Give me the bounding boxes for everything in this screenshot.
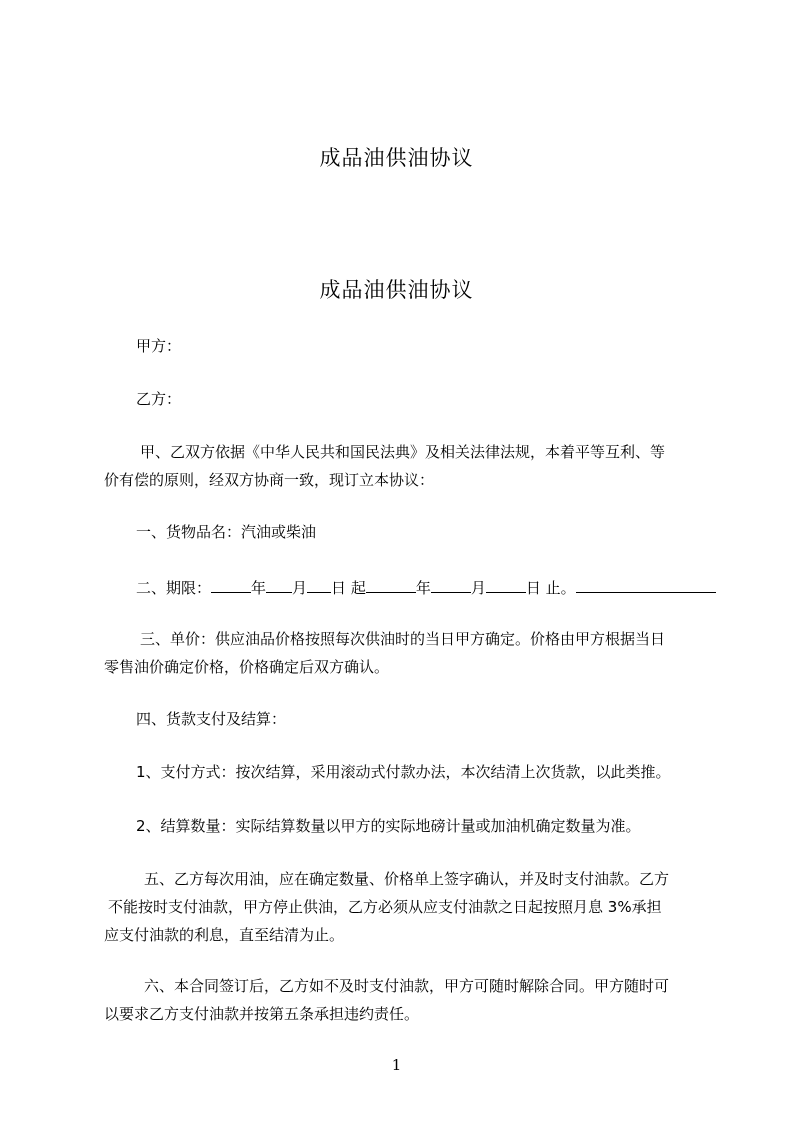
clause-3-line-2: 零售油价确定价格，价格确定后双方确认。 bbox=[104, 658, 390, 676]
clause-2-month-1: 月 bbox=[292, 579, 308, 597]
blank-start-day bbox=[307, 572, 331, 593]
clause-6-line-1: 六、本合同签订后，乙方如不及时支付油款，甲方可随时解除合同。甲方随时可 bbox=[144, 977, 670, 995]
blank-end-month bbox=[431, 572, 471, 593]
clause-6-line-2: 以要求乙方支付油款并按第五条承担违约责任。 bbox=[104, 1005, 420, 1023]
clause-2 bbox=[136, 572, 716, 602]
clause-1: 一、货物品名：汽油或柴油 bbox=[136, 523, 317, 541]
clause-3-line-1: 三、单价：供应油品价格按照每次供油时的当日甲方确定。价格由甲方根据当日 bbox=[140, 630, 666, 648]
clause-4-item-1: 1、支付方式：按次结算，采用滚动式付款办法，本次结清上次货款，以此类推。 bbox=[136, 763, 671, 781]
blank-end-day bbox=[486, 572, 526, 593]
clause-5-line-2: 不能按时支付油款，甲方停止供油，乙方必须从应支付油款之日起按照月息 3%承担 bbox=[108, 898, 662, 916]
clause-2-year-2: 年 bbox=[415, 579, 431, 597]
blank-trailing bbox=[576, 572, 716, 593]
intro-line-1: 甲、乙双方依据《中华人民共和国民法典》及相关法律法规，本着平等互利、等 bbox=[140, 443, 666, 461]
clause-2-year-1: 年 bbox=[251, 579, 267, 597]
clause-4-item-2: 2、结算数量：实际结算数量以甲方的实际地磅计量或加油机确定数量为准。 bbox=[136, 817, 641, 835]
clause-2-month-2: 月 bbox=[470, 579, 486, 597]
blank-start-year bbox=[211, 572, 251, 593]
clause-5-line-3: 应支付油款的利息，直至结清为止。 bbox=[104, 926, 345, 944]
header-title: 成品油供油协议 bbox=[319, 146, 474, 170]
blank-start-month bbox=[266, 572, 292, 593]
document-title: 成品油供油协议 bbox=[319, 278, 474, 302]
clause-2-day-1: 日 起 bbox=[331, 579, 366, 597]
clause-2-day-2: 日 止。 bbox=[525, 579, 576, 597]
page-number: 1 bbox=[391, 1056, 402, 1074]
clause-5-line-1: 五、乙方每次用油，应在确定数量、价格单上签字确认，并及时支付油款。乙方 bbox=[144, 870, 670, 888]
clause-2-label: 二、期限： bbox=[136, 579, 212, 597]
clause-4: 四、货款支付及结算： bbox=[136, 710, 287, 728]
party-b-line: 乙方： bbox=[136, 390, 182, 408]
intro-line-2: 价有偿的原则，经双方协商一致，现订立本协议： bbox=[104, 471, 435, 489]
party-a-line: 甲方： bbox=[136, 337, 182, 355]
blank-end-year bbox=[366, 572, 416, 593]
